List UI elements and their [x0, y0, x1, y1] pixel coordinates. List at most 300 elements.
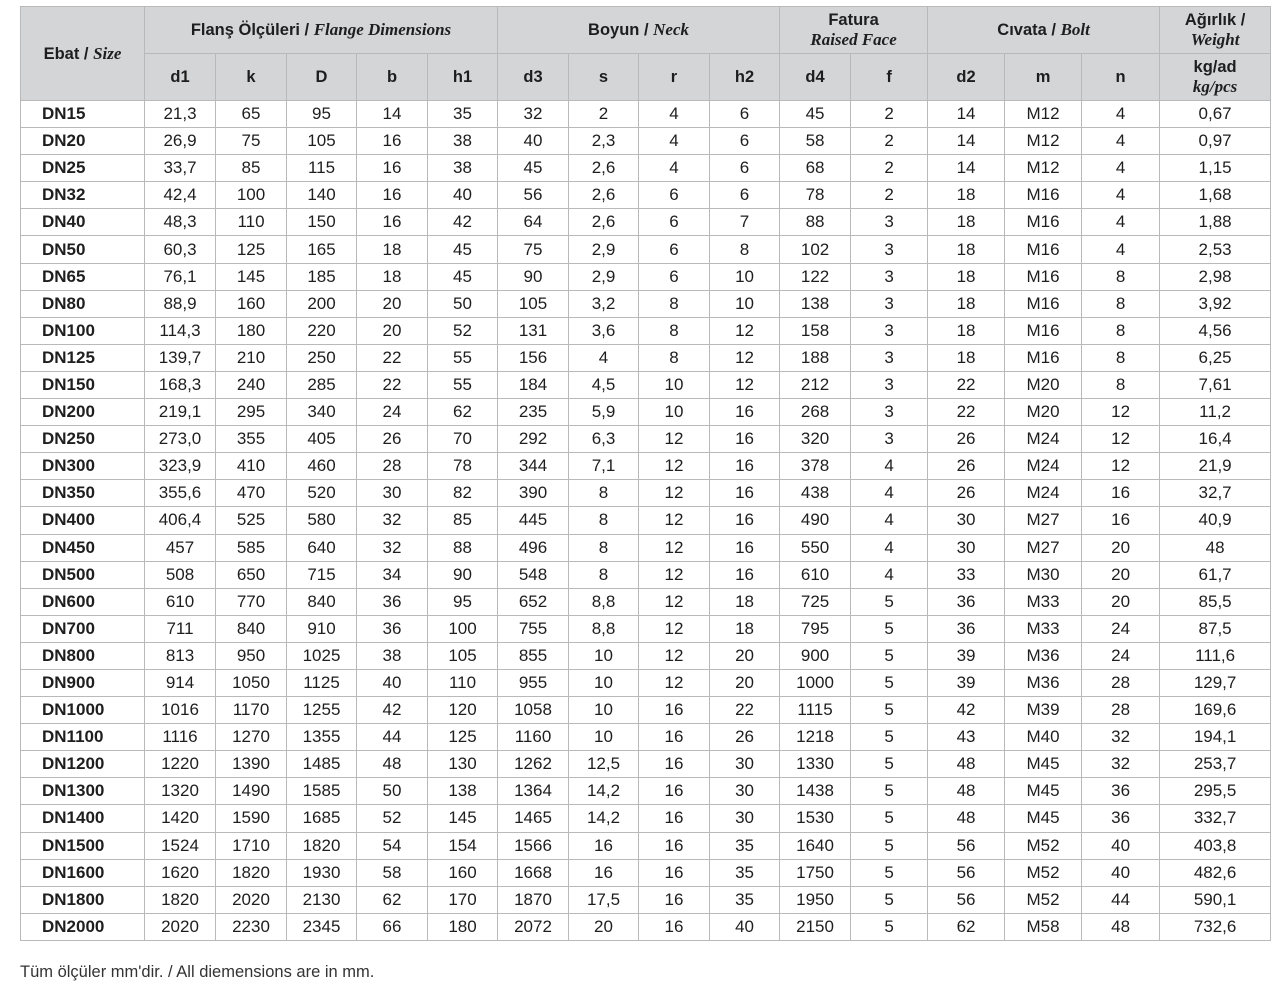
table-cell: 18	[710, 588, 780, 615]
table-cell: M12	[1005, 155, 1082, 182]
table-cell: 145	[428, 805, 498, 832]
cell-size: DN1500	[21, 832, 145, 859]
table-cell: 56	[928, 859, 1005, 886]
table-cell: 6	[639, 182, 710, 209]
table-cell: 1330	[780, 751, 851, 778]
table-cell: 40	[1082, 859, 1160, 886]
table-cell: 33	[928, 561, 1005, 588]
table-cell: 5	[851, 832, 928, 859]
table-cell: 8	[710, 236, 780, 263]
table-cell: 22	[928, 371, 1005, 398]
table-cell: 1025	[287, 642, 357, 669]
table-cell: 8	[639, 290, 710, 317]
table-cell: 36	[1082, 778, 1160, 805]
table-cell: 34	[357, 561, 428, 588]
table-cell: 2	[851, 182, 928, 209]
table-cell: 36	[928, 615, 1005, 642]
table-cell: 36	[357, 588, 428, 615]
table-cell: 42	[428, 209, 498, 236]
table-cell: 16	[710, 399, 780, 426]
table-cell: 16	[639, 724, 710, 751]
table-cell: 6	[710, 101, 780, 128]
table-cell: M24	[1005, 480, 1082, 507]
cell-size: DN400	[21, 507, 145, 534]
table-cell: 120	[428, 697, 498, 724]
table-cell: 16,4	[1160, 426, 1271, 453]
table-cell: 45	[498, 155, 569, 182]
table-cell: 285	[287, 371, 357, 398]
table-cell: 30	[710, 751, 780, 778]
table-cell: 39	[928, 669, 1005, 696]
table-cell: M33	[1005, 588, 1082, 615]
table-cell: M36	[1005, 669, 1082, 696]
table-cell: 1530	[780, 805, 851, 832]
table-row	[21, 615, 1271, 642]
table-cell: 16	[639, 751, 710, 778]
table-cell: M16	[1005, 290, 1082, 317]
table-cell: 36	[357, 615, 428, 642]
cell-size: DN1400	[21, 805, 145, 832]
table-cell: 5	[851, 805, 928, 832]
table-cell: 95	[287, 101, 357, 128]
table-cell: 525	[216, 507, 287, 534]
table-cell: 12	[639, 507, 710, 534]
table-cell: 50	[357, 778, 428, 805]
table-cell: 56	[928, 832, 1005, 859]
table-cell: 35	[710, 832, 780, 859]
table-cell: 900	[780, 642, 851, 669]
table-cell: 2,9	[569, 263, 639, 290]
table-cell: 4	[851, 507, 928, 534]
table-cell: 4	[1082, 209, 1160, 236]
table-cell: 268	[780, 399, 851, 426]
table-cell: 180	[428, 913, 498, 940]
header-group-weight-en: Weight	[1190, 30, 1240, 49]
table-cell: 32	[1082, 751, 1160, 778]
table-cell: 210	[216, 344, 287, 371]
table-cell: 8	[569, 534, 639, 561]
table-cell: 43	[928, 724, 1005, 751]
table-cell: 770	[216, 588, 287, 615]
table-cell: 16	[357, 128, 428, 155]
table-cell: 1950	[780, 886, 851, 913]
column-header: k	[216, 54, 287, 101]
table-cell: 2,6	[569, 182, 639, 209]
table-cell: 1820	[145, 886, 216, 913]
table-cell: 5	[851, 751, 928, 778]
table-cell: 2020	[216, 886, 287, 913]
table-cell: 32,7	[1160, 480, 1271, 507]
table-cell: M40	[1005, 724, 1082, 751]
table-cell: 292	[498, 426, 569, 453]
table-cell: 26	[357, 426, 428, 453]
table-cell: 30	[928, 507, 1005, 534]
table-cell: 138	[780, 290, 851, 317]
table-cell: 1270	[216, 724, 287, 751]
table-cell: 3,92	[1160, 290, 1271, 317]
table-cell: 16	[710, 507, 780, 534]
table-row	[21, 101, 1271, 128]
table-cell: M20	[1005, 399, 1082, 426]
table-cell: 48	[928, 778, 1005, 805]
table-cell: 42	[357, 697, 428, 724]
table-cell: 490	[780, 507, 851, 534]
table-cell: 2	[569, 101, 639, 128]
table-cell: 1870	[498, 886, 569, 913]
table-cell: 105	[428, 642, 498, 669]
column-header: D	[287, 54, 357, 101]
table-cell: 48	[357, 751, 428, 778]
table-cell: 180	[216, 317, 287, 344]
table-cell: 16	[1082, 480, 1160, 507]
table-cell: M16	[1005, 182, 1082, 209]
table-cell: 855	[498, 642, 569, 669]
table-row	[21, 588, 1271, 615]
table-cell: 28	[1082, 697, 1160, 724]
table-row	[21, 724, 1271, 751]
table-cell: 1390	[216, 751, 287, 778]
table-cell: 16	[639, 859, 710, 886]
cell-size: DN700	[21, 615, 145, 642]
table-cell: 40	[428, 182, 498, 209]
cell-size: DN1600	[21, 859, 145, 886]
table-cell: 2230	[216, 913, 287, 940]
table-cell: 18	[928, 317, 1005, 344]
table-cell: 520	[287, 480, 357, 507]
table-row	[21, 426, 1271, 453]
table-cell: 20	[569, 913, 639, 940]
table-cell: 4	[851, 480, 928, 507]
table-cell: M27	[1005, 507, 1082, 534]
table-cell: 914	[145, 669, 216, 696]
table-cell: 1524	[145, 832, 216, 859]
table-cell: 100	[428, 615, 498, 642]
table-cell: 36	[1082, 805, 1160, 832]
table-row	[21, 913, 1271, 940]
cell-size: DN2000	[21, 913, 145, 940]
table-cell: 355	[216, 426, 287, 453]
table-cell: 1,15	[1160, 155, 1271, 182]
table-cell: 2,6	[569, 155, 639, 182]
table-cell: 12	[639, 588, 710, 615]
table-cell: 16	[710, 426, 780, 453]
table-cell: 16	[1082, 507, 1160, 534]
table-cell: 5	[851, 697, 928, 724]
table-cell: 105	[498, 290, 569, 317]
table-cell: 18	[928, 290, 1005, 317]
table-cell: 150	[287, 209, 357, 236]
table-cell: 1,88	[1160, 209, 1271, 236]
table-cell: M16	[1005, 263, 1082, 290]
table-cell: 131	[498, 317, 569, 344]
table-cell: 32	[357, 534, 428, 561]
table-cell: 1930	[287, 859, 357, 886]
table-cell: 2130	[287, 886, 357, 913]
table-cell: 58	[357, 859, 428, 886]
table-cell: 20	[1082, 561, 1160, 588]
table-cell: 10	[639, 399, 710, 426]
table-cell: 26	[710, 724, 780, 751]
table-cell: 78	[780, 182, 851, 209]
table-cell: 610	[145, 588, 216, 615]
table-cell: 12	[639, 453, 710, 480]
table-cell: 438	[780, 480, 851, 507]
table-row	[21, 453, 1271, 480]
header-group-neck-tr: Boyun	[588, 21, 640, 39]
table-cell: 715	[287, 561, 357, 588]
table-row	[21, 128, 1271, 155]
table-cell: 652	[498, 588, 569, 615]
table-cell: 3	[851, 399, 928, 426]
table-cell: 4	[569, 344, 639, 371]
cell-size: DN250	[21, 426, 145, 453]
table-cell: 650	[216, 561, 287, 588]
table-cell: M45	[1005, 751, 1082, 778]
header-size-en: Size	[93, 43, 122, 63]
table-cell: 12	[639, 642, 710, 669]
table-cell: 1668	[498, 859, 569, 886]
table-row	[21, 751, 1271, 778]
table-row	[21, 209, 1271, 236]
table-cell: 20	[357, 317, 428, 344]
cell-size: DN32	[21, 182, 145, 209]
table-cell: 26	[928, 480, 1005, 507]
table-cell: 88,9	[145, 290, 216, 317]
table-cell: 1685	[287, 805, 357, 832]
column-header: d2	[928, 54, 1005, 101]
table-cell: 5	[851, 615, 928, 642]
table-cell: 4,5	[569, 371, 639, 398]
table-cell: 45	[780, 101, 851, 128]
table-cell: 156	[498, 344, 569, 371]
table-cell: 82	[428, 480, 498, 507]
table-cell: 1585	[287, 778, 357, 805]
table-cell: 590,1	[1160, 886, 1271, 913]
table-cell: 22	[357, 344, 428, 371]
table-cell: 5,9	[569, 399, 639, 426]
table-cell: 44	[1082, 886, 1160, 913]
cell-size: DN15	[21, 101, 145, 128]
table-cell: 30	[710, 805, 780, 832]
table-cell: 16	[639, 832, 710, 859]
table-row	[21, 859, 1271, 886]
table-cell: 76,1	[145, 263, 216, 290]
table-cell: 5	[851, 642, 928, 669]
table-cell: 62	[428, 399, 498, 426]
table-cell: 3	[851, 426, 928, 453]
table-cell: 200	[287, 290, 357, 317]
table-cell: 8	[569, 561, 639, 588]
cell-size: DN900	[21, 669, 145, 696]
table-cell: 4	[1082, 128, 1160, 155]
table-cell: M52	[1005, 832, 1082, 859]
table-cell: 813	[145, 642, 216, 669]
table-cell: 240	[216, 371, 287, 398]
table-cell: 28	[357, 453, 428, 480]
cell-size: DN125	[21, 344, 145, 371]
table-row	[21, 507, 1271, 534]
table-cell: 160	[216, 290, 287, 317]
table-cell: 40	[498, 128, 569, 155]
table-cell: 12	[710, 344, 780, 371]
table-cell: 17,5	[569, 886, 639, 913]
table-cell: 6	[639, 263, 710, 290]
table-cell: 3	[851, 290, 928, 317]
table-cell: 4,56	[1160, 317, 1271, 344]
table-cell: 24	[1082, 615, 1160, 642]
table-cell: 11,2	[1160, 399, 1271, 426]
table-cell: 3	[851, 236, 928, 263]
table-cell: 1640	[780, 832, 851, 859]
table-cell: 405	[287, 426, 357, 453]
table-cell: 12	[1082, 453, 1160, 480]
table-cell: 1220	[145, 751, 216, 778]
table-cell: 64	[498, 209, 569, 236]
cell-size: DN600	[21, 588, 145, 615]
table-cell: 55	[428, 344, 498, 371]
table-cell: 87,5	[1160, 615, 1271, 642]
table-cell: 52	[357, 805, 428, 832]
table-cell: 6,3	[569, 426, 639, 453]
table-cell: 6	[639, 236, 710, 263]
table-cell: 235	[498, 399, 569, 426]
table-cell: 580	[287, 507, 357, 534]
column-header: s	[569, 54, 639, 101]
header-size-tr: Ebat	[43, 44, 80, 63]
table-cell: 62	[928, 913, 1005, 940]
table-row	[21, 886, 1271, 913]
table-cell: 1710	[216, 832, 287, 859]
table-cell: 14,2	[569, 778, 639, 805]
table-cell: 45	[428, 263, 498, 290]
table-cell: 32	[357, 507, 428, 534]
table-cell: 482,6	[1160, 859, 1271, 886]
table-cell: 16	[357, 182, 428, 209]
table-cell: 16	[639, 805, 710, 832]
table-cell: 16	[569, 859, 639, 886]
table-cell: 12	[639, 480, 710, 507]
table-cell: 75	[216, 128, 287, 155]
column-header: h2	[710, 54, 780, 101]
cell-size: DN450	[21, 534, 145, 561]
table-cell: 138	[428, 778, 498, 805]
table-cell: 95	[428, 588, 498, 615]
table-cell: 403,8	[1160, 832, 1271, 859]
cell-size: DN50	[21, 236, 145, 263]
table-row	[21, 317, 1271, 344]
table-row	[21, 371, 1271, 398]
table-cell: 20	[1082, 534, 1160, 561]
cell-size: DN80	[21, 290, 145, 317]
column-header-weight-unit	[1160, 54, 1271, 101]
table-cell: 219,1	[145, 399, 216, 426]
table-cell: 12	[639, 534, 710, 561]
table-cell: 16	[639, 697, 710, 724]
table-cell: 273,0	[145, 426, 216, 453]
header-group-bolt-tr: Cıvata	[997, 21, 1047, 39]
table-cell: 12	[639, 615, 710, 642]
table-cell: 102	[780, 236, 851, 263]
table-cell: 88	[780, 209, 851, 236]
table-cell: 14	[928, 101, 1005, 128]
table-cell: 14	[928, 155, 1005, 182]
table-cell: 1438	[780, 778, 851, 805]
cell-size: DN500	[21, 561, 145, 588]
table-cell: 457	[145, 534, 216, 561]
table-row	[21, 534, 1271, 561]
table-cell: 1420	[145, 805, 216, 832]
table-cell: 10	[569, 697, 639, 724]
flange-table-container	[20, 6, 1270, 941]
cell-size: DN1200	[21, 751, 145, 778]
header-group-bolt: Cıvata / Bolt	[928, 7, 1160, 54]
cell-size: DN300	[21, 453, 145, 480]
table-cell: 24	[357, 399, 428, 426]
table-cell: 295	[216, 399, 287, 426]
table-cell: 24	[1082, 642, 1160, 669]
header-group-neck-en: Neck	[653, 20, 690, 39]
table-cell: M36	[1005, 642, 1082, 669]
table-cell: 28	[1082, 669, 1160, 696]
table-cell: 378	[780, 453, 851, 480]
table-cell: 2020	[145, 913, 216, 940]
table-cell: 14	[928, 128, 1005, 155]
table-cell: M16	[1005, 209, 1082, 236]
table-cell: 169,6	[1160, 697, 1271, 724]
table-cell: 1170	[216, 697, 287, 724]
table-cell: 65	[216, 101, 287, 128]
table-cell: 2	[851, 101, 928, 128]
table-cell: 4	[639, 155, 710, 182]
table-cell: 340	[287, 399, 357, 426]
cell-size: DN350	[21, 480, 145, 507]
table-cell: 8	[1082, 290, 1160, 317]
table-cell: 40	[710, 913, 780, 940]
table-cell: M12	[1005, 101, 1082, 128]
table-cell: 6	[710, 155, 780, 182]
table-cell: 4	[639, 128, 710, 155]
table-cell: 114,3	[145, 317, 216, 344]
table-cell: 168,3	[145, 371, 216, 398]
cell-size: DN65	[21, 263, 145, 290]
column-header: r	[639, 54, 710, 101]
table-cell: 332,7	[1160, 805, 1271, 832]
table-cell: M16	[1005, 236, 1082, 263]
table-cell: 3,2	[569, 290, 639, 317]
table-cell: 16	[639, 778, 710, 805]
table-cell: 32	[1082, 724, 1160, 751]
table-cell: 355,6	[145, 480, 216, 507]
table-cell: 8	[1082, 317, 1160, 344]
table-row	[21, 155, 1271, 182]
table-cell: 1355	[287, 724, 357, 751]
table-cell: 12	[1082, 399, 1160, 426]
table-cell: 40	[357, 669, 428, 696]
table-cell: 10	[710, 290, 780, 317]
table-cell: 139,7	[145, 344, 216, 371]
table-cell: 640	[287, 534, 357, 561]
cell-size: DN150	[21, 371, 145, 398]
header-group-raised-face-en: Raised Face	[810, 30, 897, 49]
table-cell: 33,7	[145, 155, 216, 182]
table-cell: 125	[428, 724, 498, 751]
table-cell: 3	[851, 263, 928, 290]
table-cell: 550	[780, 534, 851, 561]
table-cell: 16	[357, 155, 428, 182]
table-cell: 711	[145, 615, 216, 642]
table-cell: 8	[1082, 263, 1160, 290]
table-cell: 585	[216, 534, 287, 561]
